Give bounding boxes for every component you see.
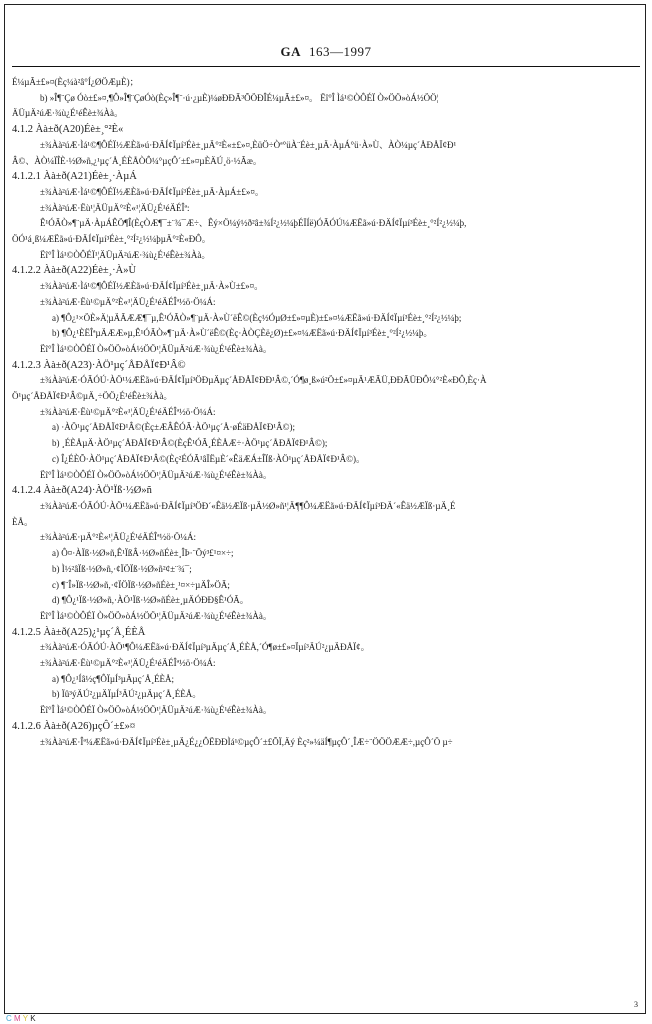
text-line: b) Ì½²âÏß·½Ø»ñ,·¢ÏÖÏß·½Ø»ñ²¢±¨¾¯; xyxy=(52,563,192,574)
text-line: b) ¶Ô¿¹ÈËÎªµÄÆÆ»µ,Ê¹ÓÃÒ»¶¨µÄ·À»Ù´ëÊ©(Èç·ÀÒÇÈë¿Ø)±£»¤¼ÆËã»ú·ÐÄÍ¢Ïµí³Éè±¸°²Í²¿½¼þ。 xyxy=(52,328,433,339)
text-line: c) ¶¨Î»Ïß·½Ø»ñ,·¢ÏÖÏß·½Ø»ñÉè±¸¹¤×÷µÄÎ»ÖÃ; xyxy=(52,579,230,590)
reg-c: C xyxy=(6,1014,12,1023)
text-line: a) ¶Ô¿¹×ÖÈ»Ä¦µÄÃÆÆ¶¯µ,Ê¹ÓÃÒ»¶¨µÄ·À»Ù´ëÊ©(Èç½ÓµØ±£»¤µÈ)±£»¤¼ÆËã»ú·ÐÄÍ¢Ïµí³Éè±¸°²Í²¿½¼þ; xyxy=(52,312,462,323)
text-line: Ëî°Î Ìá¹©ÒÔÉÏ Ò»ÖÖ»òÁ½ÖÖ¹¦ÄÜµÄ²úÆ·¾ù¿É¹éÊè±¾Àà。 xyxy=(40,610,272,621)
text-line: ÄÜµÄ²úÆ·¾ù¿É¹éÊè±¾Àà。 xyxy=(12,108,123,119)
page-number: 3 xyxy=(634,1000,638,1009)
reg-m: M xyxy=(14,1014,21,1023)
text-line: b) Ïû³ýÄÚ²¿µÄÏµÍ³ÄÚ²¿µÄµç´Å¸ÉÈÅ。 xyxy=(52,689,202,700)
standard-number: 163—1997 xyxy=(309,44,372,59)
section-heading: 4.1.2.5 Àà±ð(A25)¿¹µç´Å¸ÉÈÅ xyxy=(12,626,146,638)
text-line: Ëî°Î Ìá¹©ÒÔÉÏ Ò»ÖÖ»òÁ½ÖÖ¹¦ÄÜµÄ²úÆ·¾ù¿É¹éÊè±¾Àà。 xyxy=(40,469,272,480)
section-heading: 4.1.2.4 Àà±ð(A24)·ÀÖ¹Ïß·½Ø»ñ xyxy=(12,485,152,497)
text-line: ÖÓ¹á¸ß¼ÆËã»ú·ÐÄÍ¢Ïµí³Éè±¸°²Í²¿½¼þµÄ°²È«ÐÔ。 xyxy=(12,234,211,245)
text-line: ±¾Àà²úÆ·ÓÃÓÚ·ÀÖ¹¼ÆËã»ú·ÐÄÍ¢Ïµí³ÖÐµÄµç´ÅÐÅÏ¢ÐÐ¹Â©,´Ó¶ø¸ß»ú²Ö±£»¤µÄ¹ÆÃÜ,ÐÐÃÜÐÔ¼°²È«ÐÔ,Èç·À xyxy=(40,375,487,386)
reg-y: Y xyxy=(22,1014,28,1023)
text-line: Ëî°Î Ìá¹©ÒÔÉÏ Ò»ÖÖ»òÁ½ÖÖ¹¦ÄÜµÄ²úÆ·¾ù¿É¹éÊè±¾Àà。 xyxy=(40,343,272,354)
text-line: ±¾Àà²úÆ·ÓÃÓÚ·ÀÖ¹¶Ô¼ÆËã»ú·ÐÄÍ¢Ïµí³µÄµç´Å¸ÉÈÅ,´Ó¶ø±£»¤Ïµí³ÄÚ²¿µÄÐÅÏ¢。 xyxy=(40,642,370,653)
text-line: É¼µÃ±£»¤(Èç¼à²â°Í¿ØÖÆµÈ)； xyxy=(12,77,139,87)
text-line: a) Ô¤·ÀÏß·½Ø»ñ,Ê¹ÏßÂ·½Ø»ñÉè±¸ÎÞ·¨Õý³£¹¤×÷; xyxy=(52,548,234,559)
header-rule xyxy=(12,66,640,67)
text-line: Â©、ÀÒ¼ÏÎÈ·½Ø»ñ,¿¹µç´Å¸ÉÈÅÒÔ¼°µçÔ´±£»¤µÈÄÚ¸ö·½Ãæ。 xyxy=(12,155,262,166)
text-line: d) ¶Ô¿¹Ïß·½Ø»ñ,·ÀÖ¹Ïß·½Ø»ñÉè±¸µÄÓÐÐ§Ê¹ÓÃ。 xyxy=(52,595,249,606)
text-line: ±¾Àà²úÆ·Ìá¹©¶ÔÉÏ½ÆÈã»ú·ÐÄÍ¢Ïµí³Éè±¸µÄ·À»Ù±£»¤。 xyxy=(40,281,264,292)
section-heading: 4.1.2.2 Àà±ð(A22)Éè±¸·À»Ù xyxy=(12,265,137,277)
document-body xyxy=(12,75,642,750)
text-line: ±¾Àà²úÆ·µÄ°²È«¹¦ÄÜ¿É¹éÄÉÎª½ö·Ö¼Á: xyxy=(40,532,197,543)
text-line: ±¾Àà²úÆ·Îª¼ÆËã»ú·ÐÄÍ¢Ïµí³Éè±¸µÄ¿É¿¿ÔËÐÐÌá¹©µçÔ´±£ÕÏ,Äý Èç²»¼äÍ¶µçÔ´¸ÎÆ÷¨ÖÖÖÆÆ÷,µçÔ´Ö µ÷ xyxy=(40,736,453,747)
text-line: a) ·ÀÖ¹µç´ÅÐÅÏ¢Ð¹Â©(Èç±ÆÂÊÓÃ·ÀÖ¹µç´Å·øÉäÐÅÏ¢Ð¹Â©); xyxy=(52,422,295,433)
text-line: b) »Î¶¨Çø Óò±£»¤,¶Ô»Î¶¨ÇøÓò(Èç»Î¶¨·ú·¿µÈ)¼øÐÐÃ³ÕÖÐÎÉ¼µÃ±£»¤。 Ëî°Î Ìá¹©ÒÔÉÏ Ò»ÖÖ»òÁ½ÖÖ¦ xyxy=(40,92,439,103)
standard-org: GA xyxy=(280,44,301,59)
text-line: ±¾Àà²úÆ·Ëù¹©µÄ°²È«¹¦ÄÜ¿É¹éÄÉÎª½ö·Ö¼Á: xyxy=(40,658,216,669)
text-line: ±¾Àà²úÆ·Ëù¹¦ÄÜµÄ°²È«¹¦ÄÜ¿É¹éÄÉÎª: xyxy=(40,202,190,213)
text-line: Ê¹ÓÃÒ»¶¨µÄ·ÀµÁÊÖ¶Î(ÈçÒÆ¶¯±¨¾¯Æ÷、Êý×Ö¼ý½ð²â±¾Í²¿½¼þÉÏÍë)ÓÃÓÚ¼ÆËã»ú·ÐÄÍ¢Ïµí³Éè±¸°²Í²¿½¼þ, xyxy=(40,218,467,229)
text-line: Ö¹µç´ÅÐÅÏ¢Ð¹Â©µÄ¸÷ÖÖ¿É¹éÊè±¾Àà。 xyxy=(12,391,173,402)
text-line: ±¾Àà²úÆ·Ëù¹©µÄ°²È«¹¦ÄÜ¿É¹éÄÉÎª½ö·Ö¼Á: xyxy=(40,406,216,417)
section-heading: 4.1.2 Àà±ð(A20)Éè±¸°²È« xyxy=(12,124,124,136)
text-line: ±¾Àà²úÆ·ÓÃÓÚ·ÀÖ¹¼ÆËã»ú·ÐÄÍ¢Ïµí³ÖÐ´«Êä½ÆÏß·µÄ½Ø»ñ¹¦Äܼ¶¶Ô¼ÆËã»ú·ÐÄÍ¢Ïµí³ÐÄ´«Êä½ÆÏß·µÄ¸É xyxy=(40,500,456,511)
section-heading: 4.1.2.3 Àà±ð(A23)·ÀÖ¹µç´ÅÐÅÏ¢Ð¹Â© xyxy=(12,359,186,371)
text-line: Ëî°Î Ìá¹©ÒÔÉÏ¹¦ÄÜµÄ²úÆ·¾ù¿É¹éÊè±¾Àà。 xyxy=(40,249,211,260)
registration-marks xyxy=(6,1014,36,1023)
text-line: ÈÅ。 xyxy=(12,516,33,527)
text-line: ±¾Àà²úÆ·Ëù¹©µÄ°²È«¹¦ÄÜ¿É¹éÄÉÎª½ö·Ö¼Á: xyxy=(40,296,216,307)
page-header xyxy=(12,44,640,60)
text-line: c) Î¿ÉÈÕ·ÀÖ¹µç´ÅÐÅÏ¢Ð¹Â©(Èç²ÉÓÃ¹âÏËµÈ´«ÊäÆÁ±ÎÏß·ÀÖ¹µç´ÅÐÅÏ¢Ð¹Â©)。 xyxy=(52,453,366,464)
reg-k: K xyxy=(30,1014,36,1023)
section-heading: 4.1.2.1 Àà±ð(A21)Éè±¸·ÀµÁ xyxy=(12,171,137,183)
text-line: ±¾Àà²úÆ·Ìá¹©¶ÔÉÏ½ÆÈã»ú·ÐÄÍ¢Ïµí³Éè±¸µÄ°²È«±£»¤,ÈüÖ÷Òª°üÀ¨Éè±¸µÄ·ÀµÁ°ü·À»Ù、ÀÒ¼µç´ÅÐÅÏ¢Ð¹ xyxy=(40,139,457,150)
text-line: b) ¸ÉÈÅµÄ·ÀÖ¹µç´ÅÐÅÏ¢Ð¹Â©(ÈçÊ¹ÓÃ¸ÉÈÅÆ÷·ÀÖ¹µç´ÅÐÅÏ¢Ð¹Â©); xyxy=(52,438,328,449)
section-heading: 4.1.2.6 Àà±ð(A26)µçÔ´±£»¤ xyxy=(12,720,136,732)
text-line: a) ¶Ô¿¹Íâ½ç¶ÔÏµÍ³µÄµç´Å¸ÉÈÅ; xyxy=(52,673,175,684)
text-line: ±¾Àà²úÆ·Ìá¹©¶ÔÉÏ½ÆÈã»ú·ÐÄÍ¢Ïµí³Éè±¸µÄ·ÀµÁ±£»¤。 xyxy=(40,186,264,197)
text-line: Ëî°Î Ìá¹©ÒÔÉÏ Ò»ÖÖ»òÁ½ÖÖ¹¦ÄÜµÄ²úÆ·¾ù¿É¹éÊè±¾Àà。 xyxy=(40,705,272,716)
